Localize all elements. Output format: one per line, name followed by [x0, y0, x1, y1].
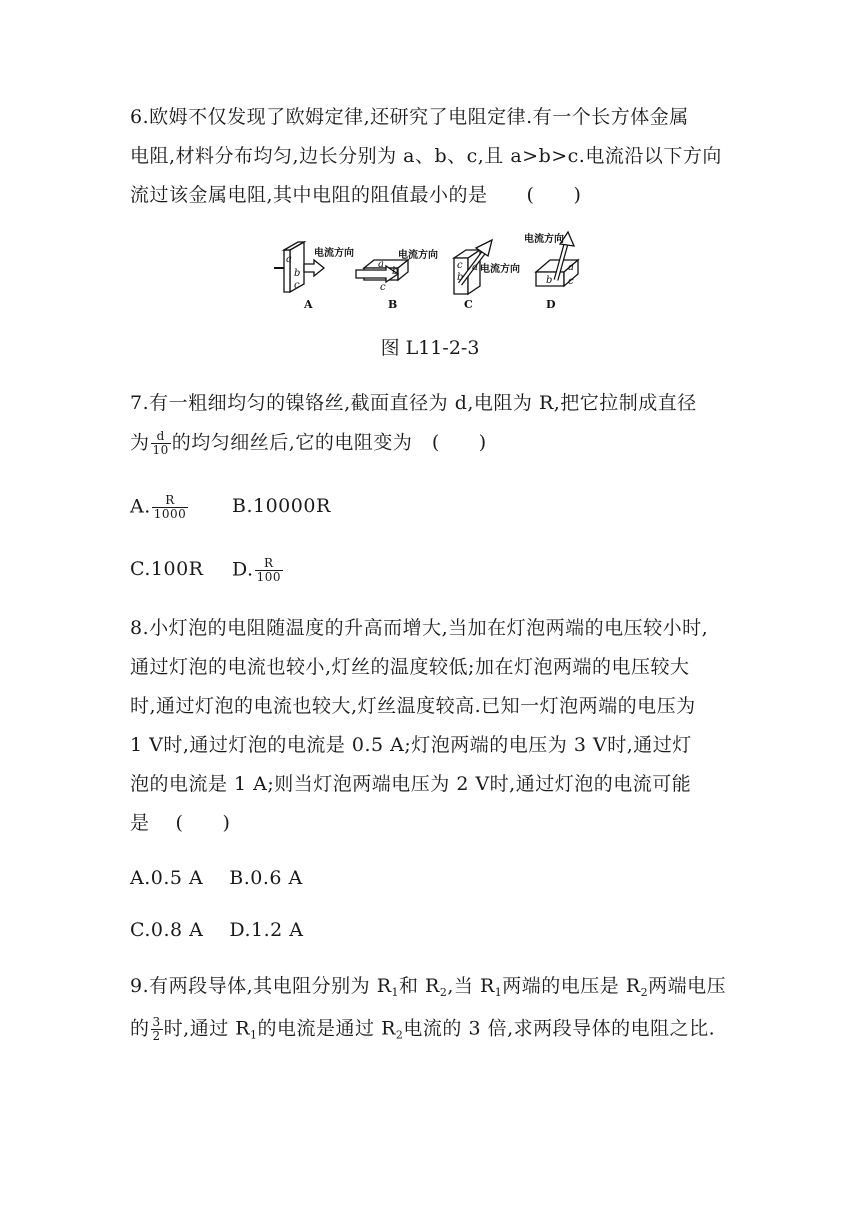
- q9-text: 的: [130, 1017, 150, 1040]
- current-direction-label: 电流方向: [524, 234, 564, 245]
- q8-line-3: 时,通过灯泡的电流也较大,灯丝温度较高.已知一灯泡两端的电压为: [130, 695, 696, 717]
- edge-label-a: a: [378, 259, 384, 270]
- q7-option-c: C.100R: [130, 558, 204, 580]
- q7-text: 的均匀细丝后,它的电阻变为 ( ): [171, 431, 487, 454]
- edge-label-a: a: [286, 254, 292, 265]
- q9-text: 电流的 3 倍,求两段导体的电阻之比.: [403, 1017, 716, 1040]
- resistor-direction-figure: [270, 228, 590, 314]
- fraction-numerator: R: [165, 493, 175, 507]
- q7-option-b: B.10000R: [232, 495, 331, 517]
- subscript: 1: [494, 986, 503, 999]
- q9-text: 两端的电压是 R: [502, 975, 641, 997]
- edge-label-a: a: [568, 262, 574, 273]
- fraction-numerator: d: [156, 429, 165, 443]
- q7-option-d: [232, 557, 284, 584]
- edge-label-a: a: [472, 262, 478, 273]
- q7-line-1: 7.有一粗细均匀的镍铬丝,截面直径为 d,电阻为 R,把它拉制成直径: [130, 392, 697, 414]
- q8-options-ab: A.0.5 A B.0.6 A: [130, 867, 303, 889]
- edge-label-c: c: [294, 280, 300, 291]
- subscript: 1: [391, 986, 400, 999]
- fraction-numerator: 3: [152, 1015, 161, 1029]
- fraction-r-over-1000: [152, 494, 189, 521]
- q9-text: 时,通过 R: [163, 1017, 251, 1040]
- q8-line-6: 是 ( ): [130, 812, 231, 834]
- figure-option-d: [524, 232, 578, 311]
- edge-label-b: b: [457, 272, 464, 283]
- q9-text: 和 R: [399, 975, 440, 997]
- fraction-3-over-2: [151, 1016, 163, 1043]
- q8-options-cd: C.0.8 A D.1.2 A: [130, 919, 304, 941]
- option-label: D.: [232, 558, 254, 581]
- q6-line-3: 流过该金属电阻,其中电阻的阻值最小的是 ( ): [130, 184, 582, 206]
- subscript: 2: [439, 986, 448, 999]
- option-label: A.: [130, 495, 151, 518]
- q9-line-2: [130, 1016, 715, 1048]
- q9-text: 9.有两段导体,其电阻分别为 R: [130, 975, 392, 997]
- subscript: 1: [250, 1028, 258, 1042]
- q8-line-5: 泡的电流是 1 A;则当灯泡两端电压为 2 V时,通过灯泡的电流可能: [130, 773, 692, 795]
- current-direction-label: 电流方向: [480, 264, 520, 275]
- q7-text: 为: [130, 431, 150, 454]
- q9-line-1: [130, 974, 726, 1005]
- q8-line-1: 8.小灯泡的电阻随温度的升高而增大,当加在灯泡两端的电压较小时,: [130, 617, 709, 639]
- q6-line-2: 电阻,材料分布均匀,边长分别为 a、b、c,且 a>b>c.电流沿以下方向: [130, 145, 722, 167]
- figure-option-c: [454, 240, 520, 311]
- figure-label-d: D: [546, 298, 556, 311]
- subscript: 2: [395, 1028, 404, 1042]
- q9-text: 两端电压: [648, 975, 727, 997]
- q8-line-2: 通过灯泡的电流也较小,灯丝的温度较低;加在灯泡两端的电压较大: [130, 656, 690, 678]
- subscript: 2: [640, 986, 649, 999]
- current-direction-label: 电流方向: [314, 248, 354, 259]
- fraction-numerator: R: [264, 556, 274, 570]
- q7-option-a: [130, 494, 189, 521]
- fraction-denominator: 1000: [153, 507, 187, 521]
- fraction-denominator: 100: [256, 570, 282, 584]
- edge-label-c: c: [568, 276, 574, 287]
- figure-label-a: A: [304, 298, 313, 311]
- edge-label-c: c: [380, 282, 386, 293]
- figure-option-a: [274, 242, 354, 311]
- figure-label-b: B: [388, 298, 398, 311]
- q7-line-2: [130, 430, 487, 457]
- edge-label-b: b: [546, 275, 553, 286]
- q6-line-1: 6.欧姆不仅发现了欧姆定律,还研究了电阻定律.有一个长方体金属: [130, 106, 689, 128]
- figure-label-c: C: [464, 298, 473, 311]
- edge-label-b: b: [294, 268, 301, 279]
- figure-caption: 图 L11-2-3: [380, 337, 480, 359]
- fraction-denominator: 10: [152, 443, 169, 457]
- fraction-d-over-10: [151, 430, 171, 457]
- edge-label-c: c: [457, 260, 463, 271]
- fraction-denominator: 2: [152, 1029, 161, 1043]
- figure-option-b: [356, 248, 438, 311]
- q8-line-4: 1 V时,通过灯泡的电流是 0.5 A;灯泡两端的电压为 3 V时,通过灯: [130, 734, 692, 756]
- q9-text: ,当 R: [447, 975, 495, 997]
- edge-label-b: b: [392, 266, 399, 277]
- fraction-r-over-100: [255, 557, 283, 584]
- q9-text: 的电流是通过 R: [257, 1017, 396, 1040]
- current-direction-label: 电流方向: [398, 250, 438, 261]
